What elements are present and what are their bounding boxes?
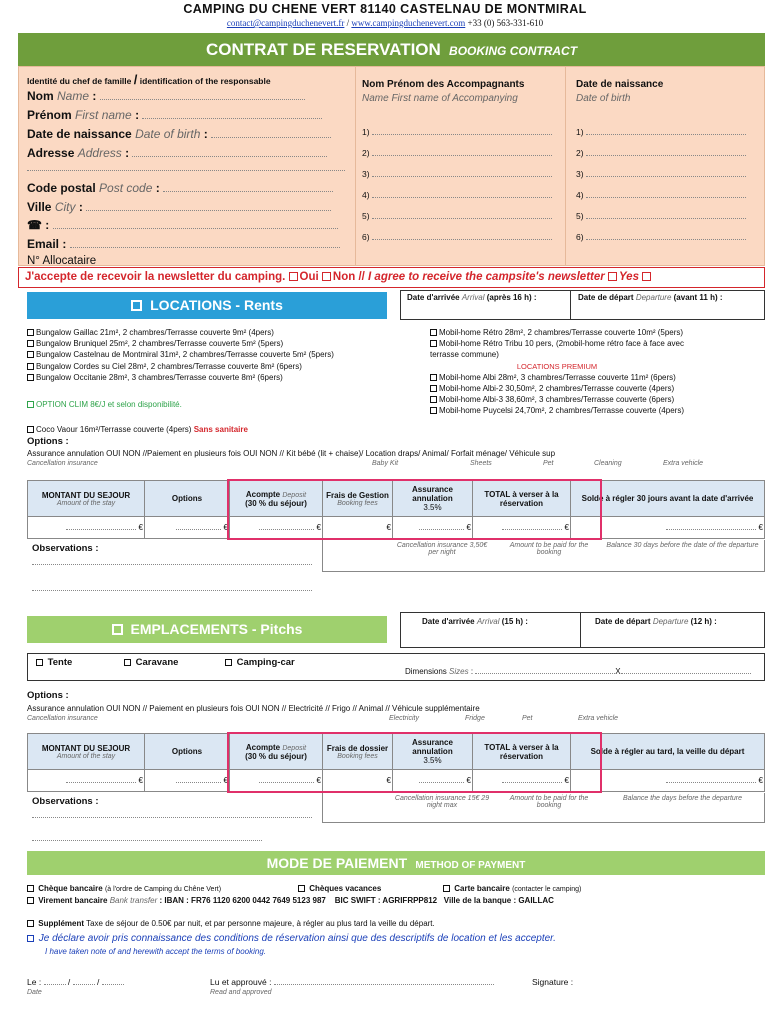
declaration-en: I have taken note of and herewith accept the terms of booking.: [45, 947, 267, 956]
t1-total-cell[interactable]: €: [473, 517, 571, 539]
t2-head-montant: MONTANT DU SEJOUR Amount of the stay: [28, 734, 145, 770]
sign-date[interactable]: Le : / /: [27, 977, 124, 987]
companion-row-6[interactable]: 6): [362, 227, 552, 248]
t1-assurance-cell[interactable]: €: [393, 517, 473, 539]
signature-field[interactable]: Signature :: [532, 977, 574, 987]
t1-note-assurance: Cancellation insurance 3,50€ per night: [396, 542, 488, 556]
t1-head-acompte: Acompte Deposit (30 % du séjour): [230, 481, 323, 517]
phone-field[interactable]: ☎ :: [27, 218, 338, 232]
t2-head-solde: Solde à régler au tard, la veille du départ: [571, 734, 765, 770]
opt-en-baby: Baby Kit: [372, 460, 399, 467]
popt-en-cancel: Cancellation insurance: [27, 715, 98, 722]
dob-row-6[interactable]: 6): [576, 227, 746, 248]
locations-options-line[interactable]: Assurance annulation OUI NON //Paiement en plusieurs fois OUI NON // Kit bébé (lit + chaise)/ Location draps/ Animal/ Forfait ménage/ Véhicule sup: [27, 449, 556, 458]
companion-row-5[interactable]: 5): [362, 206, 552, 227]
coco-vaour[interactable]: Coco Vaour 16m²/Terrasse couverte (4pers) Sans sanitaire: [27, 425, 248, 434]
bungalow-cordes[interactable]: Bungalow Cordes su Ciel 28m², 2 chambres/Terrasse couverte 8m² (6pers): [27, 361, 334, 372]
adresse-field[interactable]: Adresse Address :: [27, 146, 327, 160]
companion-row-1[interactable]: 1): [362, 122, 552, 143]
popt-en-fridge: Fridge: [465, 715, 485, 722]
dob-title-en: Date of birth: [576, 93, 631, 104]
contract-subtitle: BOOKING CONTRACT: [449, 44, 578, 58]
t2-note-total: Amount to be paid for the booking: [509, 795, 589, 809]
t1-head-montant: MONTANT DU SEJOUR Amount of the stay: [28, 481, 145, 517]
newsletter-oui-checkbox[interactable]: [289, 272, 298, 281]
pitches-band: EMPLACEMENTS - Pitchs: [27, 616, 387, 643]
popt-en-pet: Pet: [522, 715, 533, 722]
companion-row-2[interactable]: 2): [362, 143, 552, 164]
companions-title: Nom Prénom des Accompagnants: [362, 79, 525, 90]
mobilhome-albi-3[interactable]: Mobil-home Albi-3 38,60m², 3 chambres/Terrasse couverte (6pers): [430, 394, 684, 405]
contract-title: CONTRAT DE RESERVATION: [205, 40, 441, 59]
clim-option[interactable]: OPTION CLIM 8€/J et selon disponibilité.: [27, 400, 182, 409]
dob-title: Date de naissance: [576, 79, 664, 90]
identity-label: Identité du chef de famille / identification of the responsable: [27, 72, 271, 87]
ddn-field[interactable]: Date de naissance Date of birth :: [27, 127, 331, 141]
t1-options-cell[interactable]: €: [145, 517, 230, 539]
opt-en-extra: Extra vehicle: [663, 460, 704, 467]
pitch-campingcar[interactable]: Camping-car: [225, 657, 295, 668]
ville-field[interactable]: Ville City :: [27, 200, 331, 214]
website-link[interactable]: www.campingduchenevert.com: [351, 18, 466, 28]
t2-acompte-cell[interactable]: €: [230, 770, 323, 792]
locations-options-label: Options :: [27, 436, 69, 447]
allocataire-field[interactable]: N° Allocataire: [27, 255, 97, 267]
opt-en-cancel: Cancellation insurance: [27, 460, 98, 467]
newsletter-no-checkbox[interactable]: [642, 272, 651, 281]
contract-band: [18, 33, 765, 66]
t1-head-solde: Solde à régler 30 jours avant la date d'arrivée: [571, 481, 765, 517]
locations-checkbox[interactable]: [131, 300, 142, 311]
phone-icon: ☎: [27, 218, 42, 232]
mobilhome-puycelsi[interactable]: Mobil-home Puycelsi 24,70m², 2 chambres/Terrasse couverte (4pers): [430, 405, 684, 416]
mobilhome-retro[interactable]: Mobil-home Rétro 28m², 2 chambres/Terrasse couverte 10m² (5pers): [430, 327, 684, 338]
t2-head-frais: Frais de dossier Booking fees: [323, 734, 393, 770]
t2-solde-cell[interactable]: €: [571, 770, 765, 792]
pitch-caravane[interactable]: Caravane: [124, 657, 178, 668]
popt-en-elec: Electricity: [389, 715, 419, 722]
mobilhome-albi-2[interactable]: Mobil-home Albi-2 30,50m², 2 chambres/Terrasse couverte (4pers): [430, 383, 684, 394]
phone: +33 (0) 563-331-610: [467, 18, 544, 28]
payment-band: MODE DE PAIEMENT METHOD OF PAYMENT: [27, 851, 765, 875]
t1-montant-cell[interactable]: €: [28, 517, 145, 539]
bungalow-bruniquel[interactable]: Bungalow Bruniquel 25m², 2 chambres/Terrasse couverte 5m² (5pers): [27, 338, 334, 349]
pitches-options-label: Options :: [27, 690, 69, 701]
contact-sep: /: [346, 18, 350, 28]
sign-date-en: Date: [27, 989, 42, 996]
t2-obs-line-1[interactable]: [32, 817, 312, 818]
mobilhome-retro-tribu[interactable]: Mobil-home Rétro Tribu 10 pers, (2mobil-home rétro face à face avec: [430, 338, 684, 349]
dob-rows: [576, 122, 746, 248]
companions-title-en: Name First name of Accompanying: [362, 93, 518, 104]
pay-cheque[interactable]: Chèque bancaire (à l'ordre de Camping du Chêne Vert): [27, 884, 221, 893]
t2-head-total: TOTAL à verser à la réservation: [473, 734, 571, 770]
newsletter-yes-checkbox[interactable]: [608, 272, 617, 281]
pitch-dimensions[interactable]: Dimensions Sizes : X: [405, 667, 751, 676]
popt-en-extra: Extra vehicle: [578, 715, 619, 722]
cp-field[interactable]: Code postal Post code :: [27, 181, 333, 195]
t1-note-solde: Balance 30 days before the date of the departure: [606, 542, 759, 549]
companion-divider: [565, 66, 566, 266]
pay-card[interactable]: Carte bancaire (contacter le camping): [443, 884, 581, 893]
t2-note-solde: Balance the days before the departure: [622, 795, 743, 802]
t2-montant-cell[interactable]: €: [28, 770, 145, 792]
pay-supplement: Supplément Taxe de séjour de 0.50€ par nuit, et par personne majeure, à régler au plus tard la veille du départ.: [27, 919, 435, 928]
nom-field[interactable]: Nom Name :: [27, 89, 305, 103]
opt-en-sheets: Sheets: [470, 460, 492, 467]
t2-total-cell[interactable]: €: [473, 770, 571, 792]
dob-row-4[interactable]: 4): [576, 185, 746, 206]
bungalow-castelnau[interactable]: Bungalow Castelnau de Montmiral 31m², 2 chambres/Terrasse couverte 5m² (5pers): [27, 349, 334, 360]
t2-head-assurance: Assurance annulation 3.5%: [393, 734, 473, 770]
t1-head-options: Options: [145, 481, 230, 517]
locations-departure[interactable]: Date de départ Departure (avant 11 h) :: [578, 293, 723, 302]
newsletter-line: J'accepte de recevoir la newsletter du camping. Oui Non // I agree to receive the campsite's newsletter Yes: [18, 267, 765, 288]
dob-row-5[interactable]: 5): [576, 206, 746, 227]
locations-arrival[interactable]: Date d'arrivée Arrival (après 16 h) :: [407, 293, 537, 302]
t1-obs-line-1[interactable]: [32, 564, 312, 565]
sign-read[interactable]: Lu et approuvé :: [210, 977, 494, 987]
t1-frais-cell[interactable]: €: [323, 517, 393, 539]
dob-row-2[interactable]: 2): [576, 143, 746, 164]
t2-observations: Observations :: [32, 796, 99, 807]
sign-read-en: Read and approved: [210, 989, 272, 996]
t1-solde-cell[interactable]: €: [571, 517, 765, 539]
bungalow-occitanie[interactable]: Bungalow Occitanie 28m², 3 chambres/Terrasse couverte 8m² (6pers): [27, 372, 334, 383]
declaration[interactable]: Je déclare avoir pris connaissance des conditions de réservation ainsi que des descriptifs de location et les accepter.: [27, 933, 556, 944]
t2-options-cell[interactable]: €: [145, 770, 230, 792]
pitches-arrival[interactable]: Date d'arrivée Arrival (15 h) :: [422, 617, 528, 626]
bungalow-list: [27, 327, 334, 383]
t2-highlight: [227, 732, 602, 793]
mobilhome-list: Mobil-home Rétro 28m², 2 chambres/Terrasse couverte 10m² (5pers) Mobil-home Rétro Tribu 10 pers, (2mobil-home rétro face à face avec terrasse commune) LOCATIONS PREMIUM Mobil-home Albi 28m², 3 chambres/Terrasse couverte 11m² (6pers) Mobil-home Albi-2 30,50m², 2 chambres/Terrasse couverte (4pers) Mobil-home Albi-3 38,60m², 3 chambres/Terrasse couverte (6pers) Mobil-home Puycelsi 24,70m², 2 chambres/Terrasse couverte (4pers): [430, 328, 684, 416]
adresse-line2[interactable]: [27, 170, 345, 171]
camping-title: CAMPING DU CHENE VERT 81140 CASTELNAU DE MONTMIRAL: [183, 2, 587, 16]
t1-observations: Observations :: [32, 543, 99, 554]
companion-row-4[interactable]: 4): [362, 185, 552, 206]
opt-en-pet: Pet: [543, 460, 554, 467]
t1-head-assurance: Assurance annulation 3.5%: [393, 481, 473, 517]
pitch-tente[interactable]: Tente: [36, 657, 72, 668]
t1-acompte-cell[interactable]: €: [230, 517, 323, 539]
dob-row-3[interactable]: 3): [576, 164, 746, 185]
locations-dates-divider: [570, 290, 571, 320]
email-field[interactable]: Email :: [27, 237, 340, 251]
t2-head-acompte: Acompte Deposit (30 % du séjour): [230, 734, 323, 770]
bungalow-gaillac[interactable]: Bungalow Gaillac 21m², 2 chambres/Terrasse couverte 9m² (4pers): [27, 327, 334, 338]
newsletter-non-checkbox[interactable]: [322, 272, 331, 281]
t1-highlight: [227, 479, 602, 540]
pitches-dates-divider: [580, 612, 581, 648]
opt-en-cleaning: Cleaning: [594, 460, 622, 467]
companion-row-3[interactable]: 3): [362, 164, 552, 185]
identity-divider: [355, 66, 356, 266]
t1-head-frais: Frais de Gestion Booking fees: [323, 481, 393, 517]
mobilhome-albi[interactable]: Mobil-home Albi 28m², 3 chambres/Terrasse couverte 11m² (6pers): [430, 372, 684, 383]
t1-note-total: Amount to be paid for the booking: [509, 542, 589, 556]
email-link[interactable]: contact@campingduchenevert.fr: [226, 18, 345, 28]
pitches-departure[interactable]: Date de départ Departure (12 h) :: [595, 617, 717, 626]
premium-title: LOCATIONS PREMIUM: [516, 361, 598, 371]
prenom-field[interactable]: Prénom First name :: [27, 108, 322, 122]
contact-line: [0, 18, 770, 28]
pay-vacances[interactable]: Chèques vacances: [298, 884, 381, 893]
companion-rows: [362, 122, 552, 248]
dob-row-1[interactable]: 1): [576, 122, 746, 143]
t1-obs-line-2[interactable]: [32, 590, 312, 591]
locations-band: LOCATIONS - Rents: [27, 292, 387, 319]
pitches-checkbox[interactable]: [112, 624, 123, 635]
t2-note-assurance: Cancellation insurance 15€ 29 night max: [394, 795, 490, 809]
t2-head-options: Options: [145, 734, 230, 770]
pay-virement[interactable]: Virement bancaire Bank transfer : IBAN : FR76 1120 6200 0442 7649 5123 987 BIC SWIFT : AGRIFRPP812 Ville de la banque : GAILLAC: [27, 896, 554, 905]
t2-frais-cell[interactable]: €: [323, 770, 393, 792]
pitches-options-line[interactable]: Assurance annulation OUI NON // Paiement en plusieurs fois OUI NON // Electricité // Frigo // Animal // Véhicule supplémentaire: [27, 704, 480, 713]
t1-head-total: TOTAL à verser à la réservation: [473, 481, 571, 517]
t2-obs-line-2[interactable]: [32, 840, 262, 841]
t2-assurance-cell[interactable]: €: [393, 770, 473, 792]
